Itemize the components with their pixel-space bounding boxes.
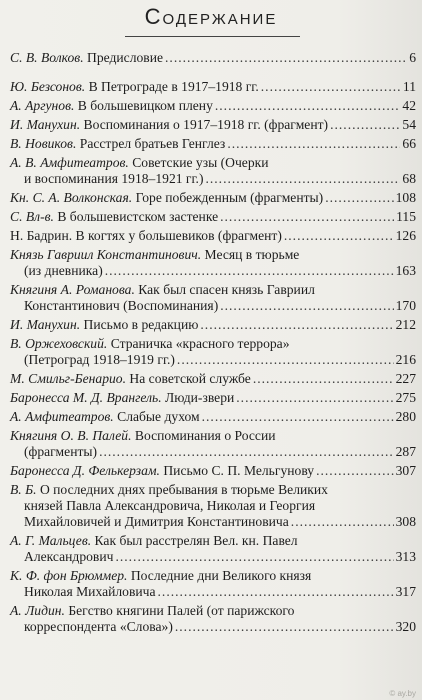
toc-entry-text <box>10 603 294 618</box>
toc-entry-line <box>10 247 416 263</box>
page-number: 66 <box>402 136 416 151</box>
toc-title: Советские узы (Очерки <box>132 155 269 170</box>
dot-leader <box>284 228 394 244</box>
toc-entry-last-line <box>10 444 416 460</box>
toc-title: Месяц в тюрьме <box>204 247 300 262</box>
toc-title: (из дневника) <box>24 263 103 278</box>
toc-entry-line <box>10 482 416 498</box>
toc-title: (Петроград 1918–1919 гг.) <box>24 352 175 367</box>
toc-entry-text <box>24 584 156 600</box>
toc-title: Как был расстрелян Вел. кн. Павел <box>94 533 298 548</box>
toc-author: И. Манухин. <box>10 317 81 332</box>
toc-author: А. Амфитеатров. <box>10 409 114 424</box>
toc-entry <box>10 228 416 244</box>
toc-entry-text <box>24 263 103 279</box>
toc-entry-text <box>10 463 314 479</box>
toc-entry-line <box>10 568 416 584</box>
toc-entry <box>10 336 416 368</box>
toc-entry-line <box>10 282 416 298</box>
dot-leader <box>253 371 394 387</box>
toc-entry-text <box>10 228 282 244</box>
toc-entry-line <box>10 533 416 549</box>
toc-entry <box>10 98 416 114</box>
toc-entry-text <box>10 282 315 297</box>
dot-leader <box>291 514 394 530</box>
dot-leader <box>105 263 394 279</box>
toc-title: В большевистском застенке <box>57 209 219 224</box>
toc-entry-line <box>10 336 416 352</box>
page-number: 320 <box>395 619 416 634</box>
toc-title: В когтях у большевиков (фрагмент) <box>75 228 282 243</box>
page-number: 163 <box>395 263 416 278</box>
dot-leader <box>177 352 394 368</box>
table-of-contents <box>10 50 416 638</box>
toc-author: А. В. Амфитеатров. <box>10 155 129 170</box>
toc-title: князей Павла Александровича, Николая и Георгия <box>24 498 316 513</box>
toc-entry-last-line <box>10 409 416 425</box>
dot-leader <box>220 298 393 314</box>
toc-author: Княгиня О. В. Палей. <box>10 428 132 443</box>
toc-entry-text <box>24 298 218 314</box>
toc-entry-text <box>24 549 113 565</box>
toc-author: Ю. Безсонов. <box>10 79 86 94</box>
dot-leader <box>165 50 407 66</box>
toc-entry-text <box>10 79 259 95</box>
dot-leader <box>115 549 393 565</box>
toc-entry-text <box>24 619 173 635</box>
toc-title: Расстрел братьев Генглез <box>79 136 226 151</box>
page-number: 68 <box>402 171 416 186</box>
toc-entry-last-line <box>10 463 416 479</box>
toc-title: Воспоминания о 1917–1918 гг. (фрагмент) <box>83 117 329 132</box>
toc-title: Люди-звери <box>165 390 235 405</box>
toc-entry-last-line <box>10 263 416 279</box>
toc-entry <box>10 568 416 600</box>
toc-entry-last-line <box>10 171 416 187</box>
toc-title: Предисловие <box>87 50 164 65</box>
toc-entry-text <box>10 409 200 425</box>
toc-entry-last-line <box>10 298 416 314</box>
toc-entry-text <box>24 171 203 187</box>
toc-entry-last-line <box>10 209 416 225</box>
dot-leader <box>205 171 400 187</box>
dot-leader <box>175 619 394 635</box>
toc-entry <box>10 317 416 333</box>
toc-title: Письмо в редакцию <box>83 317 199 332</box>
toc-entry <box>10 190 416 206</box>
toc-entry-last-line <box>10 317 416 333</box>
toc-entry-text <box>24 352 175 368</box>
toc-title: О последних днях пребывания в тюрьме Великих <box>39 482 328 497</box>
toc-entry-text <box>10 155 269 170</box>
toc-entry-text <box>24 444 97 460</box>
toc-entry-last-line <box>10 190 416 206</box>
toc-entry-last-line <box>10 514 416 530</box>
toc-entry <box>10 209 416 225</box>
toc-title: Воспоминания о России <box>134 428 276 443</box>
toc-entry <box>10 117 416 133</box>
toc-entry-line <box>10 498 416 514</box>
page-number: 170 <box>395 298 416 313</box>
toc-entry <box>10 247 416 279</box>
toc-entry-text <box>10 209 218 225</box>
dot-leader <box>202 409 394 425</box>
toc-entry-line <box>10 603 416 619</box>
toc-entry-text <box>10 568 311 583</box>
toc-author: А. Лидин. <box>10 603 65 618</box>
toc-entry-last-line <box>10 50 416 66</box>
toc-title: На советской службе <box>129 371 251 386</box>
toc-entry <box>10 409 416 425</box>
toc-entry-line <box>10 428 416 444</box>
toc-title: Страничка «красного террора» <box>110 336 290 351</box>
page-number: 6 <box>409 50 416 65</box>
toc-entry <box>10 533 416 565</box>
toc-entry <box>10 482 416 530</box>
dot-leader <box>236 390 393 406</box>
toc-author: В. Оржеховский. <box>10 336 108 351</box>
toc-title: Письмо С. П. Мельгунову <box>163 463 315 478</box>
page-number: 308 <box>395 514 416 529</box>
dot-leader <box>261 79 401 95</box>
toc-title: Александрович <box>24 549 114 564</box>
toc-entry <box>10 390 416 406</box>
toc-entry-last-line <box>10 98 416 114</box>
toc-author: В. Б. <box>10 482 37 497</box>
toc-entry-text <box>10 428 276 443</box>
toc-author: Кн. С. А. Волконская. <box>10 190 133 205</box>
toc-entry-last-line <box>10 549 416 565</box>
toc-entry-text <box>10 98 213 114</box>
toc-title: Слабые духом <box>117 409 200 424</box>
toc-author: Князь Гавриил Константинович. <box>10 247 202 262</box>
toc-entry <box>10 282 416 314</box>
toc-title: Константинович (Воспоминания) <box>24 298 219 313</box>
page-number: 216 <box>395 352 416 367</box>
dot-leader <box>330 117 400 133</box>
toc-entry-last-line <box>10 390 416 406</box>
toc-entry-text <box>10 247 299 262</box>
page-number: 317 <box>395 584 416 599</box>
toc-entry-line <box>10 155 416 171</box>
toc-entry <box>10 371 416 387</box>
toc-entry <box>10 428 416 460</box>
toc-entry-text <box>10 390 234 406</box>
toc-entry-text <box>10 190 323 206</box>
toc-author: Н. Бадрин. <box>10 228 73 243</box>
toc-entry <box>10 136 416 152</box>
page-number: 227 <box>395 371 416 386</box>
toc-entry-last-line <box>10 371 416 387</box>
toc-entry <box>10 155 416 187</box>
dot-leader <box>215 98 401 114</box>
toc-author: Княгиня А. Романова. <box>10 282 135 297</box>
toc-entry-text <box>10 371 251 387</box>
page-number: 307 <box>395 463 416 478</box>
dot-leader <box>220 209 394 225</box>
page-number: 54 <box>402 117 416 132</box>
toc-title: Николая Михайловича <box>24 584 156 599</box>
toc-title: Как был спасен князь Гавриил <box>138 282 315 297</box>
toc-author: Баронесса Д. Фелькерзам. <box>10 463 160 478</box>
toc-entry-last-line <box>10 79 416 95</box>
page-number: 42 <box>402 98 416 113</box>
toc-entry <box>10 463 416 479</box>
toc-author: И. Манухин. <box>10 117 81 132</box>
page-number: 11 <box>402 79 416 94</box>
toc-author: М. Смильг-Бенарио. <box>10 371 126 386</box>
watermark: © ay.by <box>389 689 416 698</box>
toc-entry-text <box>10 50 163 66</box>
toc-entry-text <box>10 117 328 133</box>
toc-entry-last-line <box>10 136 416 152</box>
page-number: 115 <box>396 209 416 224</box>
page-number: 212 <box>395 317 416 332</box>
toc-title: (фрагменты) <box>24 444 98 459</box>
toc-entry-last-line <box>10 619 416 635</box>
page-number: 287 <box>395 444 416 459</box>
toc-author: А. Г. Мальцев. <box>10 533 92 548</box>
toc-author: Баронесса М. Д. Врангель. <box>10 390 162 405</box>
toc-entry-text <box>10 533 298 548</box>
toc-title: В большевицком плену <box>77 98 213 113</box>
toc-entry-last-line <box>10 228 416 244</box>
toc-entry-last-line <box>10 352 416 368</box>
page-number: 313 <box>395 549 416 564</box>
toc-title: Бегство княгини Палей (от парижского <box>68 603 295 618</box>
toc-entry <box>10 603 416 635</box>
toc-title: Последние дни Великого князя <box>130 568 312 583</box>
toc-author: А. Аргунов. <box>10 98 75 113</box>
toc-title: Михайловичей и Димитрия Константиновича <box>24 514 289 529</box>
dot-leader <box>325 190 393 206</box>
toc-entry-text <box>10 317 198 333</box>
dot-leader <box>200 317 393 333</box>
toc-entry-text <box>24 498 315 513</box>
dot-leader <box>227 136 400 152</box>
toc-title: В Петрограде в 1917–1918 гг. <box>88 79 259 94</box>
toc-entry-text <box>10 136 225 152</box>
toc-title: Горе побежденным (фрагменты) <box>135 190 324 205</box>
toc-author: С. Вл-в. <box>10 209 54 224</box>
toc-entry-text <box>10 482 328 497</box>
page-number: 126 <box>395 228 416 243</box>
toc-author: К. Ф. фон Брюммер. <box>10 568 128 583</box>
dot-leader <box>99 444 394 460</box>
toc-entry-last-line <box>10 117 416 133</box>
page-number: 275 <box>395 390 416 405</box>
page-number: 280 <box>395 409 416 424</box>
title-rule <box>125 36 300 37</box>
page-title: Содержание <box>144 4 278 29</box>
toc-author: С. В. Волков. <box>10 50 84 65</box>
toc-entry <box>10 50 416 66</box>
toc-entry <box>10 79 416 95</box>
dot-leader <box>158 584 394 600</box>
toc-title: корреспондента «Слова») <box>24 619 173 634</box>
toc-entry-last-line <box>10 584 416 600</box>
dot-leader <box>316 463 394 479</box>
toc-entry-text <box>10 336 290 351</box>
toc-title: и воспоминания 1918–1921 гг.) <box>24 171 204 186</box>
toc-author: В. Новиков. <box>10 136 77 151</box>
toc-entry-text <box>24 514 289 530</box>
page-number: 108 <box>395 190 416 205</box>
